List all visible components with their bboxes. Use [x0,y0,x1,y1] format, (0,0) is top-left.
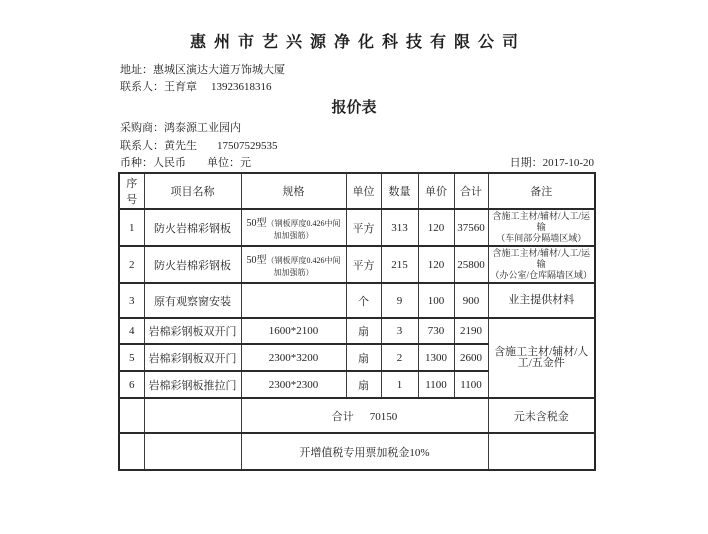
cell-seq: 6 [119,371,144,398]
column-header-price: 单价 [418,173,454,209]
cell-qty: 3 [381,318,418,344]
remark-line-2: （办公室/仓库隔墙区域） [490,270,593,280]
cell-seq: 2 [119,246,144,283]
cell-item-name: 防火岩棉彩钢板 [144,209,241,246]
cell-total: 1100 [454,371,488,398]
cell-unit: 扇 [346,318,381,344]
cell-spec: 2300*2300 [241,371,346,398]
cell-item-name-empty [144,433,241,470]
supplier-contact-name: 王育章 [164,81,197,93]
cell-spec [241,209,346,246]
address-label: 地址： [120,64,153,76]
cell-unit-price: 100 [418,283,454,318]
purchaser-label: 采购商： [120,122,164,134]
cell-unit: 平方 [346,246,381,283]
table-row [119,246,595,283]
spec-main: 50型 [246,218,267,229]
remark-line-2: （车间部分隔墙区域） [496,233,587,243]
unit-label: 单位： [207,157,240,169]
table-row [119,318,595,344]
address-line [120,62,708,79]
cell-seq: 5 [119,344,144,371]
buyer-contact-line [120,137,708,155]
cell-total: 2600 [454,344,488,371]
cell-total: 25800 [454,246,488,283]
currency-unit-date-row [120,155,594,172]
supplier-contact-phone: 13923618316 [211,81,272,93]
buyer-contact-phone: 17507529535 [217,140,278,152]
cell-spec [241,246,346,283]
quote-title: 报价表 [331,100,377,116]
cell-seq: 3 [119,283,144,318]
spec-sub: （钢板厚度0.426中间加加强筋） [266,256,341,277]
cell-seq-empty [119,398,144,433]
summary-total-cell [241,398,488,433]
quotation-table [118,172,596,471]
column-header-seq: 序号 [119,173,144,209]
cell-item-name: 原有观察窗安装 [144,283,241,318]
table-row [119,209,595,246]
currency-unit-group [120,155,251,172]
cell-item-name: 岩棉彩钢板双开门 [144,344,241,371]
cell-item-name: 防火岩棉彩钢板 [144,246,241,283]
buyer-contact-label: 联系人： [120,140,164,152]
cell-remark-merged: 含施工主材/辅材/人工/五金件 [488,318,595,398]
purchaser-line [120,120,708,137]
cell-spec [241,283,346,318]
cell-item-name: 岩棉彩钢板双开门 [144,318,241,344]
cell-spec: 2300*3200 [241,344,346,371]
cell-unit: 扇 [346,344,381,371]
summary-label: 合计 [331,410,354,423]
cell-unit-price: 120 [418,209,454,246]
cell-unit: 平方 [346,209,381,246]
cell-remark-empty [488,433,595,470]
spec-main: 50型 [246,255,267,266]
table-row [119,283,595,318]
column-header-total: 合计 [454,173,488,209]
quotation-document [0,34,708,534]
cell-unit: 个 [346,283,381,318]
date-group [510,155,594,172]
column-header-spec: 规格 [241,173,346,209]
company-name: 惠州市艺兴源净化科技有限公司 [189,34,526,51]
column-header-qty: 数量 [381,173,418,209]
supplier-contact-line [120,79,708,96]
cell-seq-empty [119,433,144,470]
summary-remark: 元未含税金 [488,398,595,433]
cell-item-name-empty [144,398,241,433]
cell-unit-price: 120 [418,246,454,283]
cell-unit-price: 730 [418,318,454,344]
cell-seq: 1 [119,209,144,246]
cell-seq: 4 [119,318,144,344]
cell-remark [488,209,595,246]
cell-item-name: 岩棉彩钢板推拉门 [144,371,241,398]
cell-unit: 扇 [346,371,381,398]
spec-sub: （钢板厚度0.426中间加加强筋） [266,219,341,240]
cell-total: 2190 [454,318,488,344]
currency-label: 币种： [120,157,153,169]
cell-remark: 业主提供材料 [488,283,595,318]
address-value: 惠城区演达大道万饰城大厦 [153,64,285,76]
summary-row [119,398,595,433]
cell-total: 900 [454,283,488,318]
currency-value: 人民币 [153,157,186,169]
supplier-contact-label: 联系人： [120,81,164,93]
cell-spec: 1600*2100 [241,318,346,344]
cell-qty: 313 [381,209,418,246]
purchaser-value: 鸿泰源工业园内 [164,122,241,134]
remark-line-1: 含施工主材/辅材/人工/运输 [492,211,590,232]
cell-remark [488,246,595,283]
date-value: 2017-10-20 [542,157,594,169]
column-header-remark: 备注 [488,173,595,209]
cell-unit-price: 1300 [418,344,454,371]
tax-note-cell: 开增值税专用票加税金10% [241,433,488,470]
date-label: 日期： [509,157,543,169]
table-header-row [119,173,595,209]
remark-line-1: 含施工主材/辅材/人工/运输 [492,248,590,269]
tax-note-row [119,433,595,470]
unit-value: 元 [240,157,251,169]
cell-qty: 9 [381,283,418,318]
summary-total-value: 70150 [369,410,398,423]
cell-qty: 2 [381,344,418,371]
cell-total: 37560 [454,209,488,246]
column-header-unit: 单位 [346,173,381,209]
cell-unit-price: 1100 [418,371,454,398]
buyer-contact-name: 黄先生 [164,140,197,152]
cell-qty: 1 [381,371,418,398]
cell-qty: 215 [381,246,418,283]
column-header-item: 项目名称 [144,173,241,209]
